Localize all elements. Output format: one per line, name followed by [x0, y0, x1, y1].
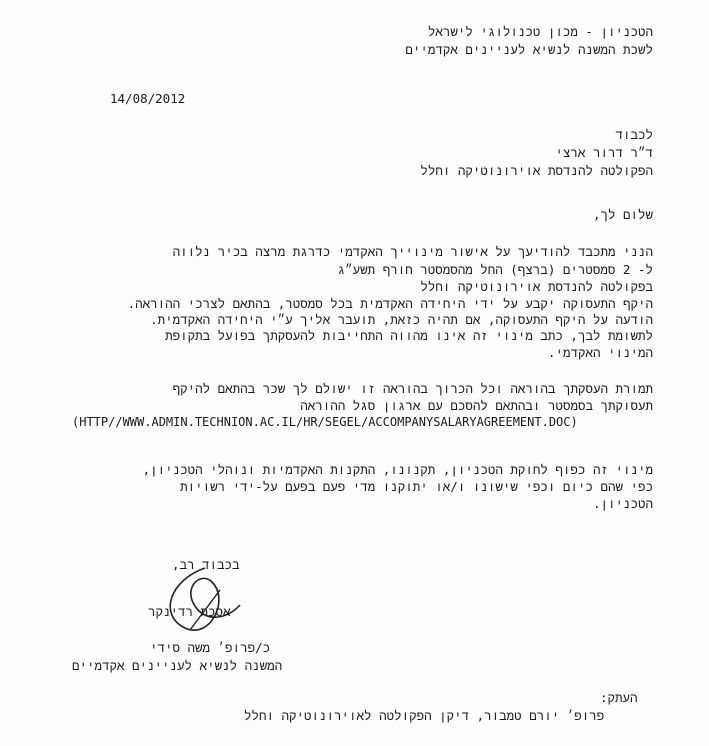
body-line: בפקולטה להנדסת אוירונוטיקה וחלל [420, 279, 653, 294]
greeting: שלום לך, [592, 207, 653, 222]
body-line: ל- 2 סמסטרים (ברצף) החל מהסמסטר חורף תשע״ג [337, 262, 653, 277]
cc-label: העתק: [600, 690, 638, 705]
body-line: תעסוקתך בסמסטר ובהתאם להסכם עם ארגון סגל ההוראה [300, 398, 653, 413]
body-line: הודעה על היקף התעסוקה, אם תהיה כזאת, תועבר אליך ע״י היחידה האקדמית. [150, 312, 653, 327]
recipient-salutation: לכבוד [615, 127, 653, 142]
body-line: כפי שהם כיום וכפי שישונו ו/או יתוקנו מדי פעם בפעם על-ידי רשויות [180, 479, 653, 494]
header-office: לשכת המשנה לנשיא לעניינים אקדמיים [405, 42, 653, 57]
signatory-title: המשנה לנשיא לעניינים אקדמיים [72, 658, 283, 673]
handwritten-signature [150, 560, 290, 640]
recipient-name: ד״ר דרור ארצי [555, 145, 653, 160]
body-line: המינוי האקדמי. [547, 345, 653, 360]
cc-recipient: פרופ׳ יורם טמבור, דיקן הפקולטה לאוירונוטיקה וחלל [244, 708, 605, 723]
letter-date: 14/08/2012 [110, 91, 186, 106]
body-line: לתשומת לבך, כתב מינוי זה אינו מהווה התחייבות להעסקתך בפועל בתקופת [165, 328, 653, 343]
body-line: הטכניון. [592, 496, 653, 511]
body-line: הנני מתכבד להודיעך על אישור מינוייך האקדמי כדרגת מרצה בכיר נלווה [172, 244, 653, 259]
signature-name: אסכת רדינקר [148, 604, 231, 619]
agreement-url: (HTTP//WWW.ADMIN.TECHNION.AC.IL/HR/SEGEL/ACCOMPANYSALARYAGREEMENT.DOC) [72, 415, 578, 429]
body-line: תמורת העסקתך בהוראה וכל הכרוך בהוראה זו ישולם לך שכר בהתאם להיקף [172, 381, 653, 396]
header-org: הטכניון - מכון טכנולוגי לישראל [427, 24, 653, 39]
signatory-name: כ/פרופ׳ משה סידי [150, 640, 271, 655]
body-line: מינוי זה כפוף לחוקת הטכניון, תקנונו, התקנות האקדמיות ונוהלי הטכניון, [142, 462, 653, 477]
body-line: היקף התעסוקה יקבע על ידי היחידה האקדמית בכל סמסטר, בהתאם לצרכי ההוראה. [127, 296, 653, 311]
closing: בכבוד רב, [172, 557, 240, 572]
recipient-faculty: הפקולטה להנדסת אוירונוטיקה וחלל [420, 163, 653, 178]
